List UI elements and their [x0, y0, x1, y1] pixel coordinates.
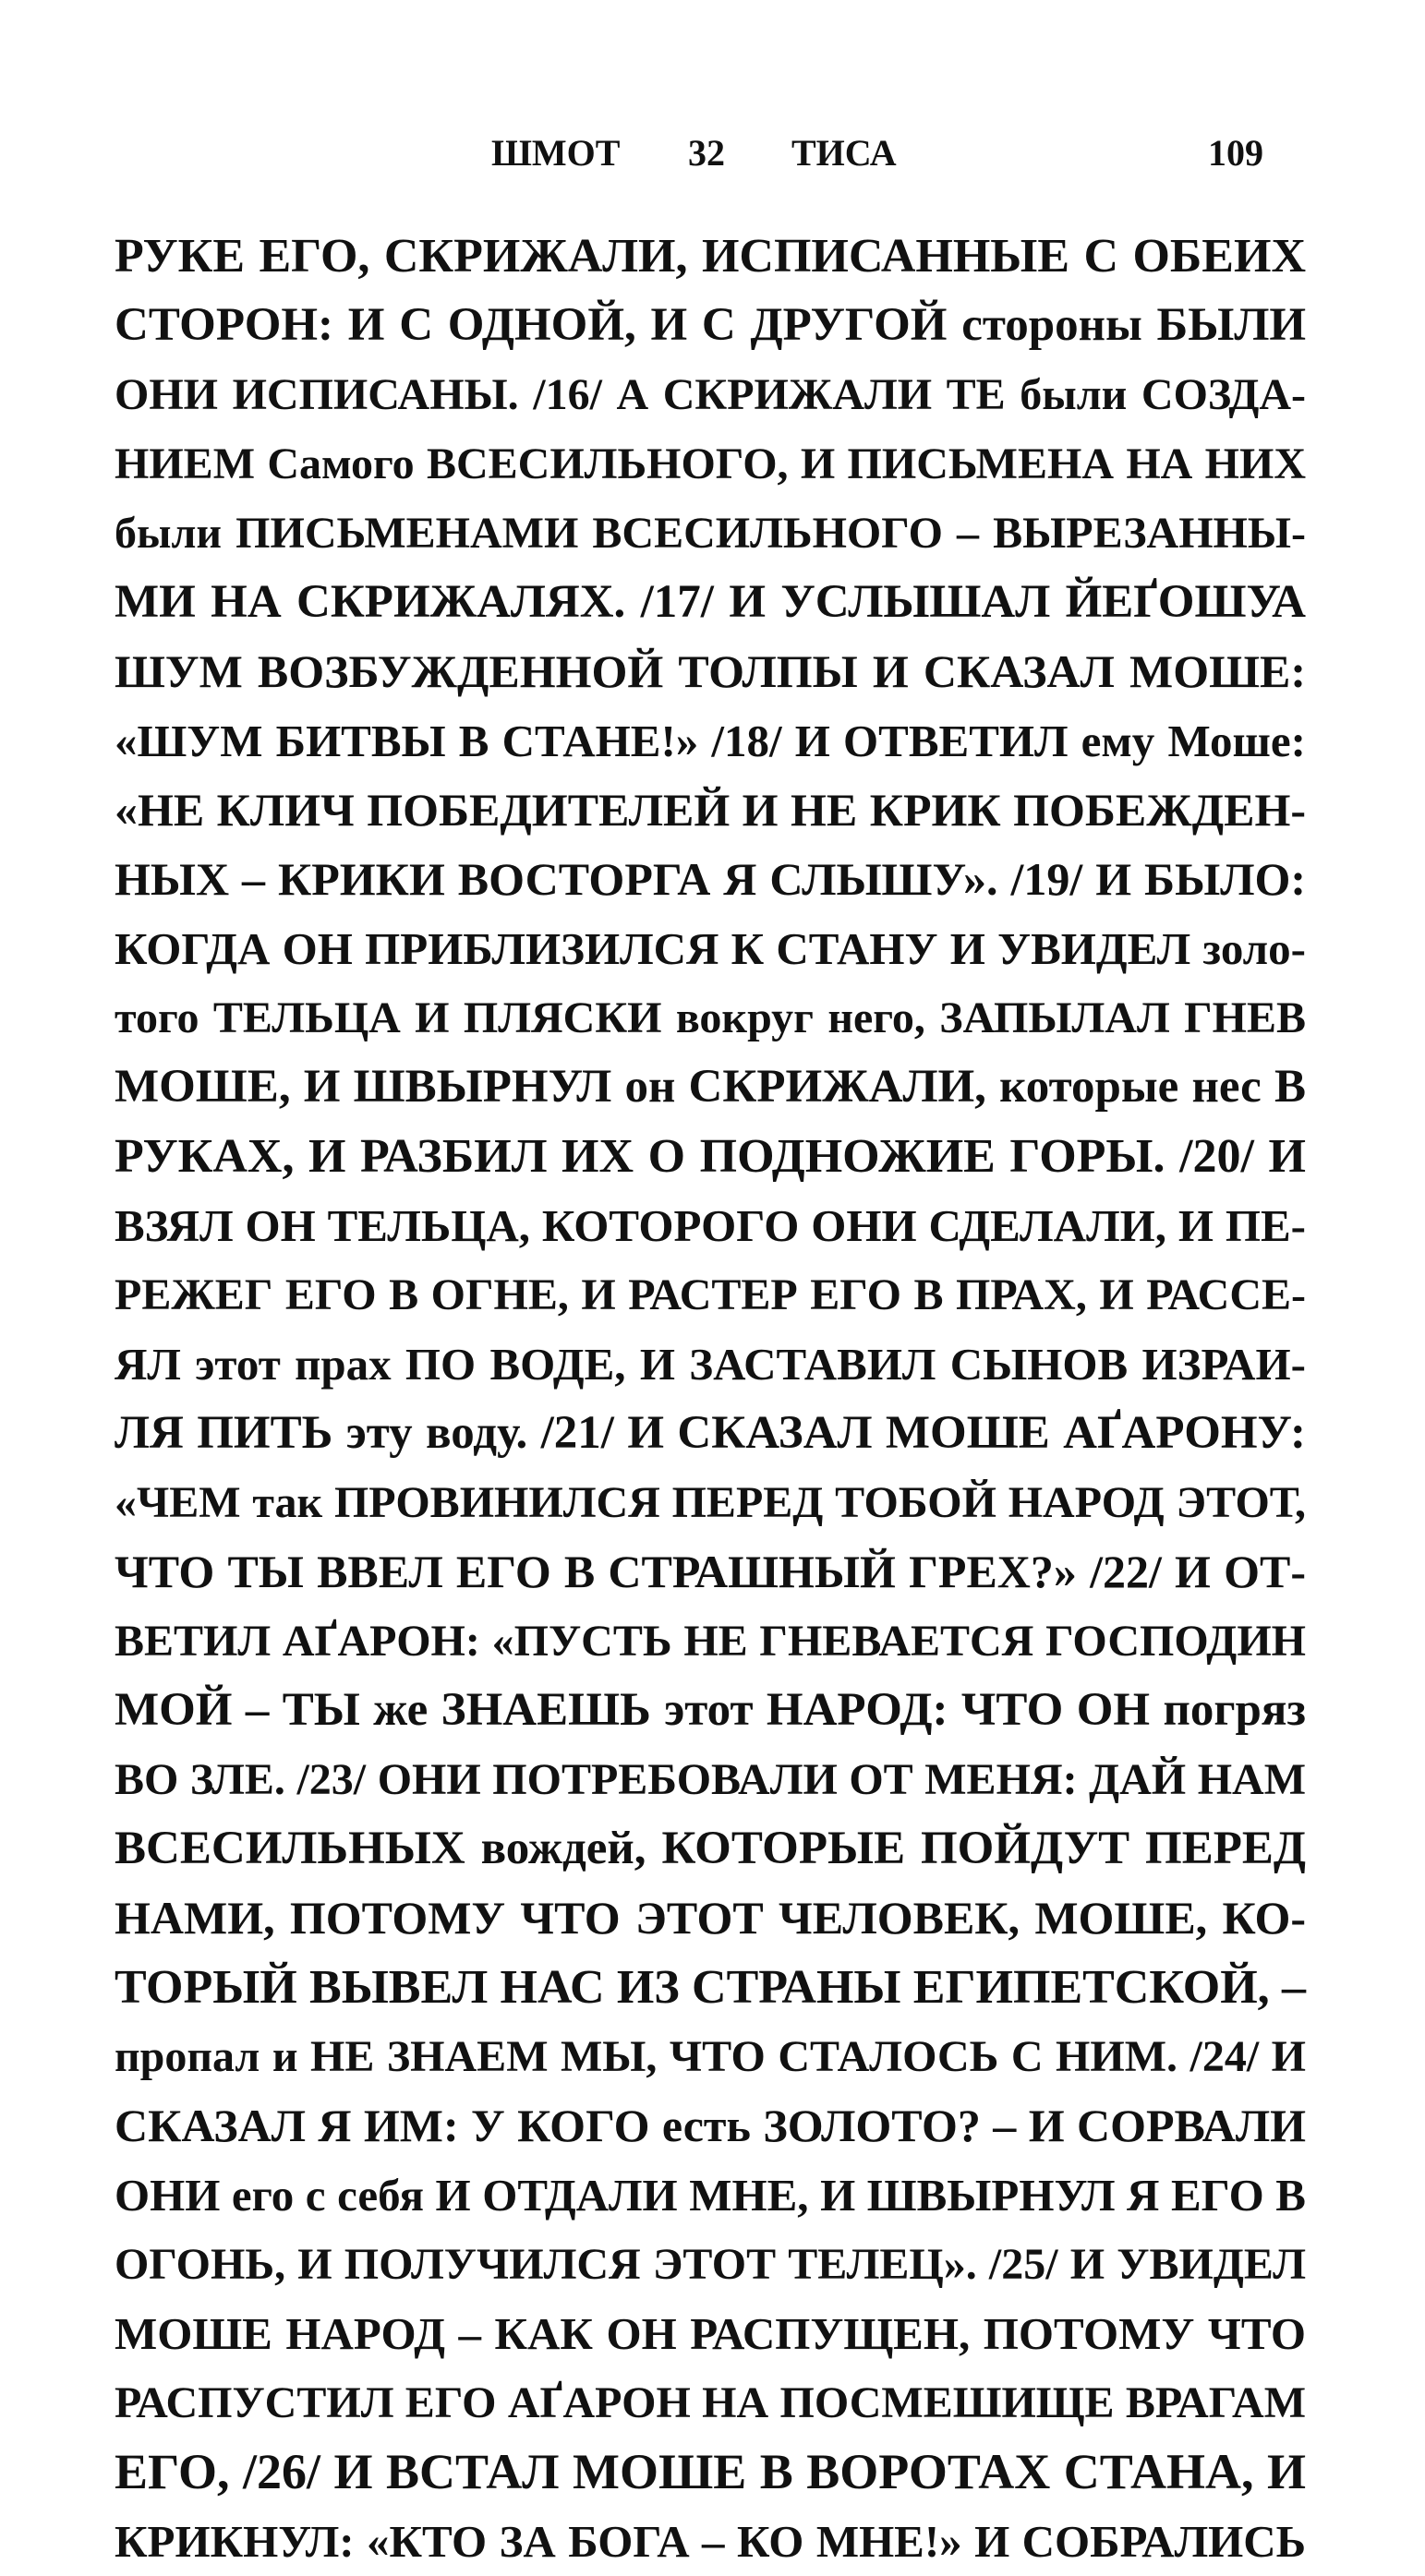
text-line: ОНИ его с себя И ОТДАЛИ МНЕ, И ШВЫРНУЛ Я ЕГО В	[115, 2170, 1306, 2221]
running-header	[0, 126, 1425, 181]
body-text	[115, 222, 1306, 2576]
text-line: «ЧЕМ так ПРОВИНИЛСЯ ПЕРЕД ТОБОЙ НАРОД ЭТОТ,	[115, 1478, 1306, 1527]
text-line: ЧТО ТЫ ВВЕЛ ЕГО В СТРАШНЫЙ ГРЕХ?» /22/ И ОТ-	[115, 1546, 1306, 1597]
text-line: ВО ЗЛЕ. /23/ ОНИ ПОТРЕБОВАЛИ ОТ МЕНЯ: ДАЙ НАМ	[115, 1755, 1306, 1804]
text-line: «ШУМ БИТВЫ В СТАНЕ!» /18/ И ОТВЕТИЛ ему Моше:	[115, 716, 1306, 766]
text-line: РАСПУСТИЛ ЕГО АҐАРОН НА ПОСМЕШИЩЕ ВРАГАМ	[115, 2378, 1306, 2427]
text-line: КРИКНУЛ: «КТО ЗА БОГА – КО МНЕ!» И СОБРАЛИСЬ	[115, 2516, 1306, 2567]
text-line: были ПИСЬМЕНАМИ ВСЕСИЛЬНОГО – ВЫРЕЗАННЫ-	[115, 509, 1306, 558]
text-line: ЕГО, /26/ И ВСТАЛ МОШЕ В ВОРОТАХ СТАНА, И	[115, 2444, 1306, 2499]
text-line: ЯЛ этот прах ПО ВОДЕ, И ЗАСТАВИЛ СЫНОВ ИЗРАИ-	[115, 1339, 1306, 1390]
text-line: СТОРОН: И С ОДНОЙ, И С ДРУГОЙ стороны БЫЛИ	[115, 299, 1306, 351]
text-line: ЛЯ ПИТЬ эту воду. /21/ И СКАЗАЛ МОШЕ АҐАРОНУ:	[115, 1407, 1306, 1459]
text-line: МОШЕ, И ШВЫРНУЛ он СКРИЖАЛИ, которые нес В	[115, 1061, 1306, 1113]
text-line: ВЕТИЛ АҐАРОН: «ПУСТЬ НЕ ГНЕВАЕТСЯ ГОСПОДИН	[115, 1617, 1306, 1666]
text-line: ВСЕСИЛЬНЫХ вождей, КОТОРЫЕ ПОЙДУТ ПЕРЕД	[115, 1823, 1306, 1874]
text-line: РУКАХ, И РАЗБИЛ ИХ О ПОДНОЖИЕ ГОРЫ. /20/ И	[115, 1130, 1306, 1183]
text-line: того ТЕЛЬЦА И ПЛЯСКИ вокруг него, ЗАПЫЛАЛ ГНЕВ	[115, 993, 1306, 1042]
text-line: ТОРЫЙ ВЫВЕЛ НАС ИЗ СТРАНЫ ЕГИПЕТСКОЙ, –	[115, 1961, 1306, 2014]
page-number: 109	[1208, 132, 1263, 174]
header-chapter-number: 32	[688, 132, 725, 174]
text-line: МОЙ – ТЫ же ЗНАЕШЬ этот НАРОД: ЧТО ОН погряз	[115, 1684, 1306, 1736]
header-portion-title: ТИСА	[791, 132, 897, 174]
text-line: КОГДА ОН ПРИБЛИЗИЛСЯ К СТАНУ И УВИДЕЛ золо-	[115, 923, 1306, 974]
text-line: РУКЕ ЕГО, СКРИЖАЛИ, ИСПИСАННЫЕ С ОБЕИХ	[115, 230, 1306, 283]
text-line: НАМИ, ПОТОМУ ЧТО ЭТОТ ЧЕЛОВЕК, МОШЕ, КО-	[115, 1892, 1306, 1944]
text-line: СКАЗАЛ Я ИМ: У КОГО есть ЗОЛОТО? – И СОРВАЛИ	[115, 2100, 1306, 2151]
text-line: ОГОНЬ, И ПОЛУЧИЛСЯ ЭТОТ ТЕЛЕЦ». /25/ И УВИДЕЛ	[115, 2240, 1306, 2289]
text-line: РЕЖЕГ ЕГО В ОГНЕ, И РАСТЕР ЕГО В ПРАХ, И РАССЕ-	[115, 1270, 1306, 1319]
text-line: ВЗЯЛ ОН ТЕЛЬЦА, КОТОРОГО ОНИ СДЕЛАЛИ, И ПЕ-	[115, 1200, 1306, 1251]
header-book-title: ШМОТ	[491, 132, 621, 174]
text-line: НЫХ – КРИКИ ВОСТОРГА Я СЛЫШУ». /19/ И БЫЛО:	[115, 853, 1306, 905]
text-line: пропал и НЕ ЗНАЕМ МЫ, ЧТО СТАЛОСЬ С НИМ. /24/ И	[115, 2032, 1306, 2081]
text-line: «НЕ КЛИЧ ПОБЕДИТЕЛЕЙ И НЕ КРИК ПОБЕЖДЕН-	[115, 784, 1306, 836]
text-line: НИЕМ Самого ВСЕСИЛЬНОГО, И ПИСЬМЕНА НА НИХ	[115, 439, 1306, 488]
text-line: МИ НА СКРИЖАЛЯХ. /17/ И УСЛЫШАЛ ЙЕҐОШУА	[115, 576, 1306, 628]
text-line: ОНИ ИСПИСАНЫ. /16/ А СКРИЖАЛИ ТЕ были СОЗДА-	[115, 370, 1306, 419]
text-line: МОШЕ НАРОД – КАК ОН РАСПУЩЕН, ПОТОМУ ЧТО	[115, 2308, 1306, 2359]
text-line: ШУМ ВОЗБУЖДЕННОЙ ТОЛПЫ И СКАЗАЛ МОШЕ:	[115, 645, 1306, 697]
